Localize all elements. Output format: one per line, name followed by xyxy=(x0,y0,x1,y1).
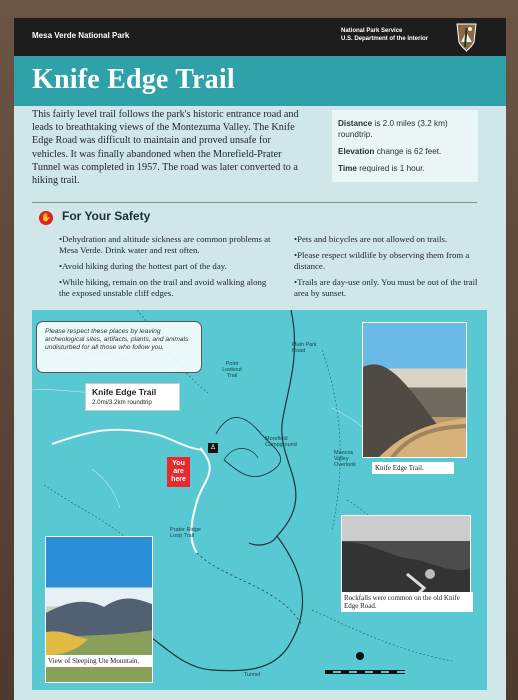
safety-tip: •Trails are day-use only. You must be out of the trail area by sunset. xyxy=(294,277,478,298)
hand-warning-icon: ✋ xyxy=(39,211,53,225)
safety-tip: •Pets and bicycles are not allowed on trails. xyxy=(294,234,448,244)
knife-edge-caption: Knife Edge Trail. xyxy=(372,462,454,474)
distance-value: is 2.0 miles (3.2 km) roundtrip. xyxy=(338,119,448,139)
page-title: Knife Edge Trail xyxy=(32,64,235,95)
safety-heading: For Your Safety xyxy=(62,209,151,223)
safety-tip: •Dehydration and altitude sickness are common problems at Mesa Verde. Drink water and rest often. xyxy=(59,234,271,255)
safety-tips-right xyxy=(294,234,484,304)
agency-text xyxy=(341,27,428,43)
tunnel-label: Tunnel xyxy=(243,672,261,678)
title-bar xyxy=(14,56,506,106)
time-fact xyxy=(338,163,472,174)
time-value: required is 1 hour. xyxy=(359,164,425,173)
elevation-fact xyxy=(338,146,472,157)
agency-line-2: U.S. Department of the Interior xyxy=(341,36,429,42)
scale-bar xyxy=(325,670,405,674)
trail-map-label xyxy=(85,383,180,411)
rockfalls-caption: Rockfalls were common on the old Knife Edge Road. xyxy=(341,592,473,612)
distance-label: Distance xyxy=(338,119,373,128)
safety-tip: •Avoid hiking during the hottest part of the day. xyxy=(59,261,227,271)
sleeping-ute-caption: View of Sleeping Ute Mountain. xyxy=(45,655,153,667)
point-lookout-label: Point Lookout Trail xyxy=(222,361,242,379)
trail-facts-panel xyxy=(332,110,478,182)
distance-fact xyxy=(338,118,472,140)
morefield-campground-label: Morefield Campground xyxy=(265,436,297,448)
north-arrow-icon xyxy=(356,652,364,660)
safety-tip: •Please respect wildlife by observing them from a distance. xyxy=(294,250,470,271)
park-name: Mesa Verde National Park xyxy=(32,31,130,40)
time-label: Time xyxy=(338,164,357,173)
you-are-here-marker: You are here xyxy=(167,457,190,487)
safety-tips-left xyxy=(59,234,274,304)
cliff-path-illustration xyxy=(363,323,467,458)
hiker-icon: ♙ xyxy=(209,444,217,451)
trail-distance: 2.0mi/3.2km roundtrip xyxy=(92,399,152,406)
safety-tip: •While hiking, remain on the trail and avoid walking along the exposed unstable cliff edges. xyxy=(59,277,267,298)
trail-description: This fairly level trail follows the park's historic entrance road and leads to breathtaking views of the Montezuma Valley. The Knife Edge Road was difficult to maintain and proved unsafe for vehicles. It was finally abandoned when the Morefield-Prater Tunnel was completed in 1957. The road was later converted to a hiking trail. xyxy=(32,109,299,187)
conservation-notice: Please respect these places by leaving archeological sites, artifacts, plants, and animals undisturbed for all those who follow you. xyxy=(36,321,202,373)
prater-ridge-label: Prater Ridge Loop Trail xyxy=(170,527,201,539)
elevation-value: change is 62 feet. xyxy=(376,147,442,156)
nps-arrowhead-icon xyxy=(454,22,479,52)
mancos-overlook-label: Mancos Valley Overlook xyxy=(334,450,357,468)
elevation-label: Elevation xyxy=(338,147,375,156)
section-divider xyxy=(32,202,477,203)
trail-information-sign xyxy=(14,18,506,700)
main-park-road-label: Main Park Road xyxy=(292,342,317,354)
trail-name: Knife Edge Trail xyxy=(92,387,157,397)
agency-line-1: National Park Service xyxy=(341,28,403,34)
agency-header xyxy=(14,18,506,56)
knife-edge-photo xyxy=(362,322,467,458)
